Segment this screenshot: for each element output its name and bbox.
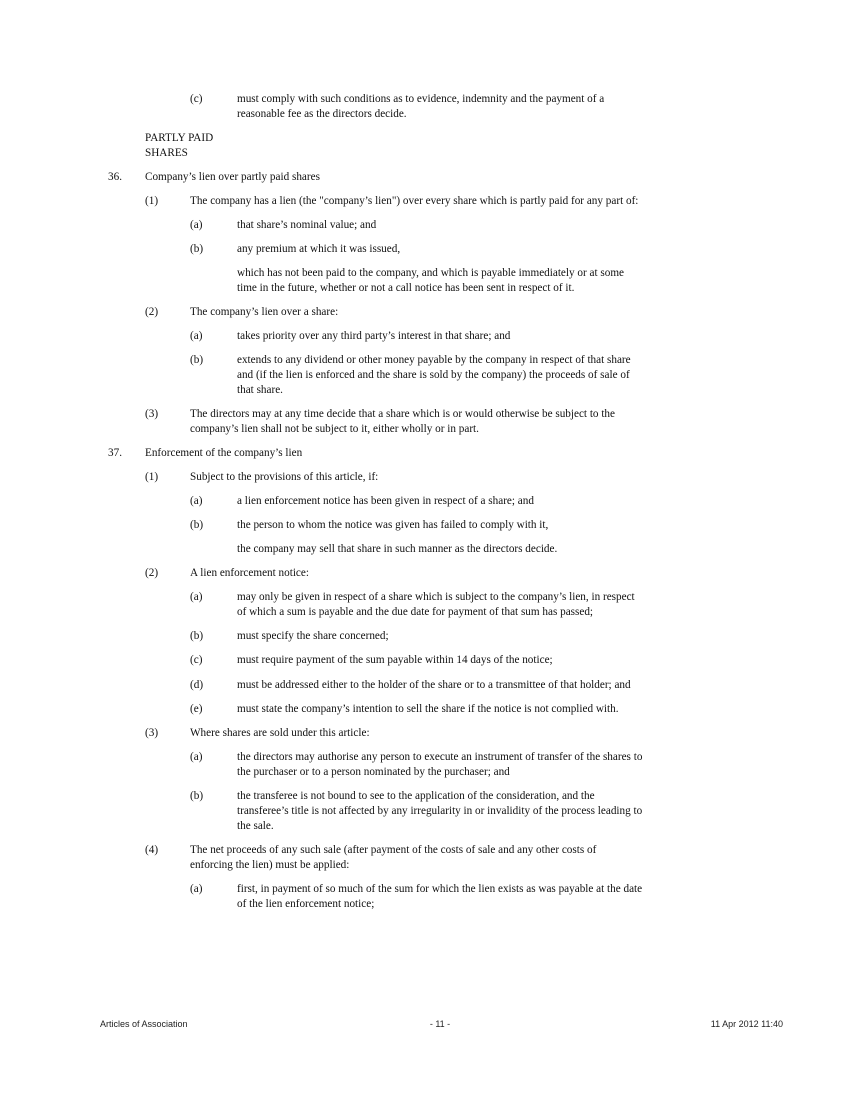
article-number: 36. xyxy=(108,171,122,183)
item-label: (b) xyxy=(190,630,204,642)
paragraph-text: The company has a lien (the "company’s lien") over every share which is partly paid for any part of: xyxy=(190,195,639,207)
item-text: must be addressed either to the holder of the share or to a transmittee of that holder; and xyxy=(237,679,631,691)
item-text: takes priority over any third party’s interest in that share; and xyxy=(237,330,511,342)
paragraph-label: (4) xyxy=(145,844,159,856)
item-text: any premium at which it was issued, xyxy=(237,243,401,255)
item-text: extends to any dividend or other money payable by the company in respect of that share xyxy=(237,354,631,366)
item-text: must comply with such conditions as to evidence, indemnity and the payment of a xyxy=(237,93,605,105)
item-tail-text: the company may sell that share in such manner as the directors decide. xyxy=(237,543,558,555)
item-label: (b) xyxy=(190,243,204,255)
paragraph-text: Subject to the provisions of this article, if: xyxy=(190,471,379,483)
footer-timestamp: 11 Apr 2012 11:40 xyxy=(710,1019,783,1029)
paragraph-label: (3) xyxy=(145,727,159,739)
item-label: (a) xyxy=(190,883,203,895)
footer-page-number: - 11 - xyxy=(429,1019,451,1029)
item-text: reasonable fee as the directors decide. xyxy=(237,108,407,120)
item-text: may only be given in respect of a share which is subject to the company’s lien, in respect xyxy=(237,591,635,603)
paragraph-text: A lien enforcement notice: xyxy=(190,567,309,579)
item-text: that share. xyxy=(237,384,283,396)
item-label: (a) xyxy=(190,591,203,603)
item-label: (a) xyxy=(190,219,203,231)
item-label: (b) xyxy=(190,519,204,531)
item-label: (a) xyxy=(190,495,203,507)
paragraph-text: The net proceeds of any such sale (after payment of the costs of sale and any other costs of xyxy=(190,844,597,856)
item-label: (c) xyxy=(190,654,203,666)
item-label: (a) xyxy=(190,330,203,342)
paragraph-label: (3) xyxy=(145,408,159,420)
item-text: of which a sum is payable and the due date for payment of that sum has passed; xyxy=(237,606,594,618)
item-text: must state the company’s intention to sell the share if the notice is not complied with. xyxy=(237,703,619,715)
article-number: 37. xyxy=(108,447,122,459)
item-text: of the lien enforcement notice; xyxy=(237,898,375,910)
item-label: (b) xyxy=(190,354,204,366)
item-text: the purchaser or to a person nominated by the purchaser; and xyxy=(237,766,510,778)
item-text: first, in payment of so much of the sum for which the lien exists as was payable at the date xyxy=(237,883,643,895)
item-text: must require payment of the sum payable within 14 days of the notice; xyxy=(237,654,553,666)
paragraph-label: (2) xyxy=(145,306,159,318)
article-title: Enforcement of the company’s lien xyxy=(145,447,303,459)
paragraph-text: company’s lien shall not be subject to it, either wholly or in part. xyxy=(190,423,479,435)
article-title: Company’s lien over partly paid shares xyxy=(145,171,320,183)
item-text: the transferee is not bound to see to the application of the consideration, and the xyxy=(237,790,595,802)
item-text: transferee’s title is not affected by any irregularity in or invalidity of the process leading to xyxy=(237,805,643,817)
section-heading: PARTLY PAID xyxy=(145,132,214,144)
item-text: the sale. xyxy=(237,820,274,832)
item-label: (c) xyxy=(190,93,203,105)
paragraph-text: The company’s lien over a share: xyxy=(190,306,339,318)
item-text: the person to whom the notice was given has failed to comply with it, xyxy=(237,519,549,531)
paragraph-label: (1) xyxy=(145,471,159,483)
item-label: (e) xyxy=(190,703,203,715)
item-label: (a) xyxy=(190,751,203,763)
item-label: (b) xyxy=(190,790,204,802)
paragraph-text: enforcing the lien) must be applied: xyxy=(190,859,350,871)
item-label: (d) xyxy=(190,679,204,691)
paragraph-text: Where shares are sold under this article: xyxy=(190,727,370,739)
paragraph-label: (2) xyxy=(145,567,159,579)
paragraph-text: The directors may at any time decide that a share which is or would otherwise be subject to the xyxy=(190,408,615,420)
item-text: a lien enforcement notice has been given in respect of a share; and xyxy=(237,495,534,507)
item-tail-text: which has not been paid to the company, and which is payable immediately or at some xyxy=(237,267,625,279)
item-text: must specify the share concerned; xyxy=(237,630,389,642)
paragraph-label: (1) xyxy=(145,195,159,207)
footer-document-title: Articles of Association xyxy=(100,1019,188,1029)
item-text: that share’s nominal value; and xyxy=(237,219,377,231)
item-text: the directors may authorise any person to execute an instrument of transfer of the shares to xyxy=(237,751,643,763)
item-tail-text: time in the future, whether or not a call notice has been sent in respect of it. xyxy=(237,282,575,294)
section-heading: SHARES xyxy=(145,147,188,159)
item-text: and (if the lien is enforced and the share is sold by the company) the proceeds of sale of xyxy=(237,369,630,381)
